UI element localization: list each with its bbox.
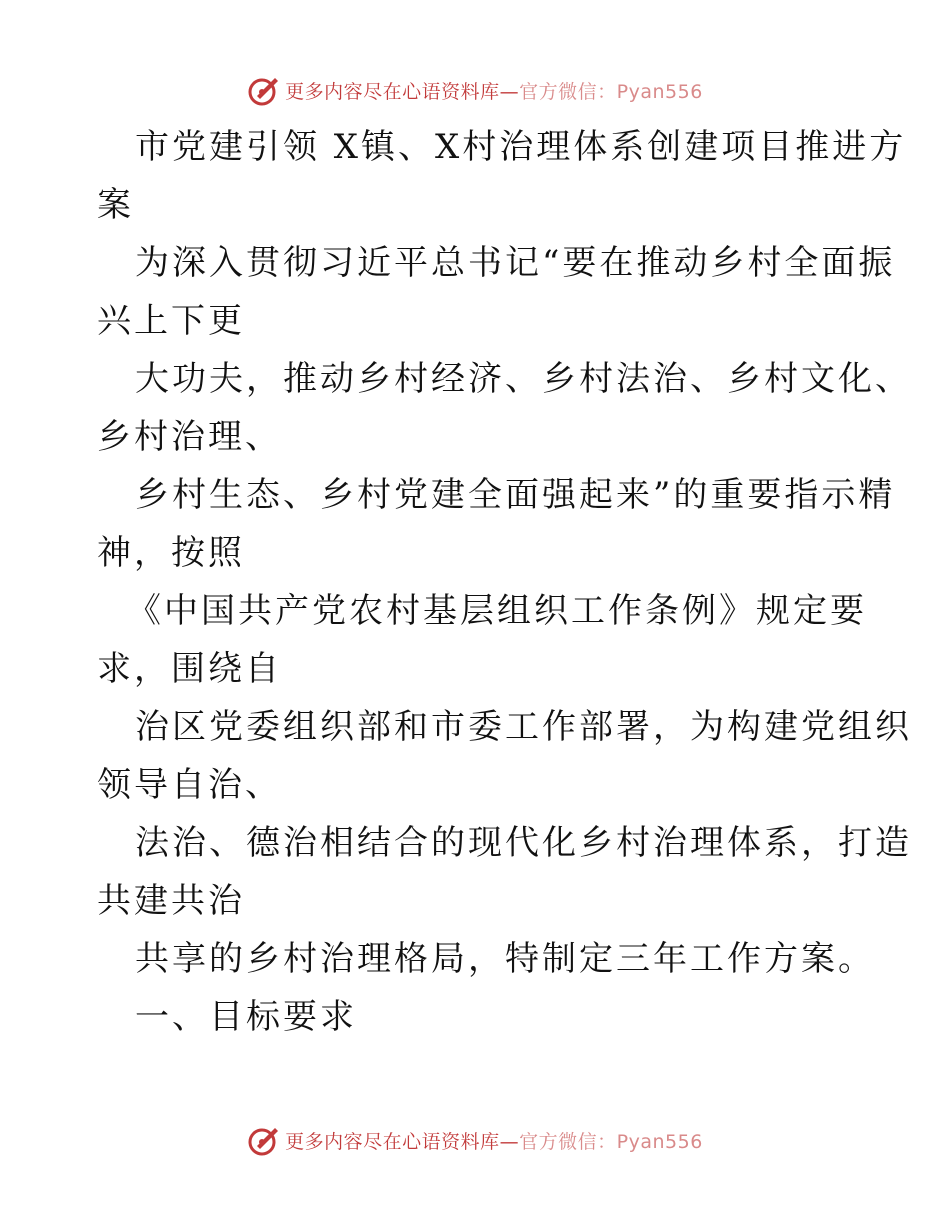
section-heading: 一、目标要求 (135, 997, 357, 1037)
paragraph-line: 兴上下更 (97, 301, 245, 341)
paragraph-line: 治区党委组织部和市委工作部署，为构建党组织 (135, 707, 912, 747)
watermark-text: 更多内容尽在心语资料库—官方微信：Pyan556 (285, 80, 703, 103)
paragraph-line: 求，围绕自 (97, 649, 282, 689)
watermark-text: 更多内容尽在心语资料库—官方微信：Pyan556 (285, 1130, 703, 1153)
paragraph-line: 《中国共产党农村基层组织工作条例》规定要 (127, 591, 867, 631)
paragraph-line: 领导自治、 (97, 765, 282, 805)
paragraph-line: 法治、德治相结合的现代化乡村治理体系，打造 (135, 823, 912, 863)
paragraph-line: 乡村生态、乡村党建全面强起来”的重要指示精 (135, 475, 896, 515)
paragraph-line: 为深入贯彻习近平总书记“要在推动乡村全面振 (135, 243, 896, 283)
paragraph-line: 大功夫，推动乡村经济、乡村法治、乡村文化、 (135, 359, 912, 399)
document-body (97, 118, 912, 1046)
title-line-2: 案 (97, 185, 134, 225)
header-watermark-banner (0, 70, 950, 110)
title-line-1: 市党建引领 X镇、X村治理体系创建项目推进方 (135, 127, 907, 167)
paragraph-line: 乡村治理、 (97, 417, 282, 457)
paragraph-line: 共建共治 (97, 881, 245, 921)
pen-logo-icon (247, 1123, 281, 1157)
paragraph-line: 共享的乡村治理格局，特制定三年工作方案。 (135, 939, 875, 979)
footer-watermark-banner (0, 1120, 950, 1160)
pen-logo-icon (247, 73, 281, 107)
paragraph-line: 神，按照 (97, 533, 245, 573)
